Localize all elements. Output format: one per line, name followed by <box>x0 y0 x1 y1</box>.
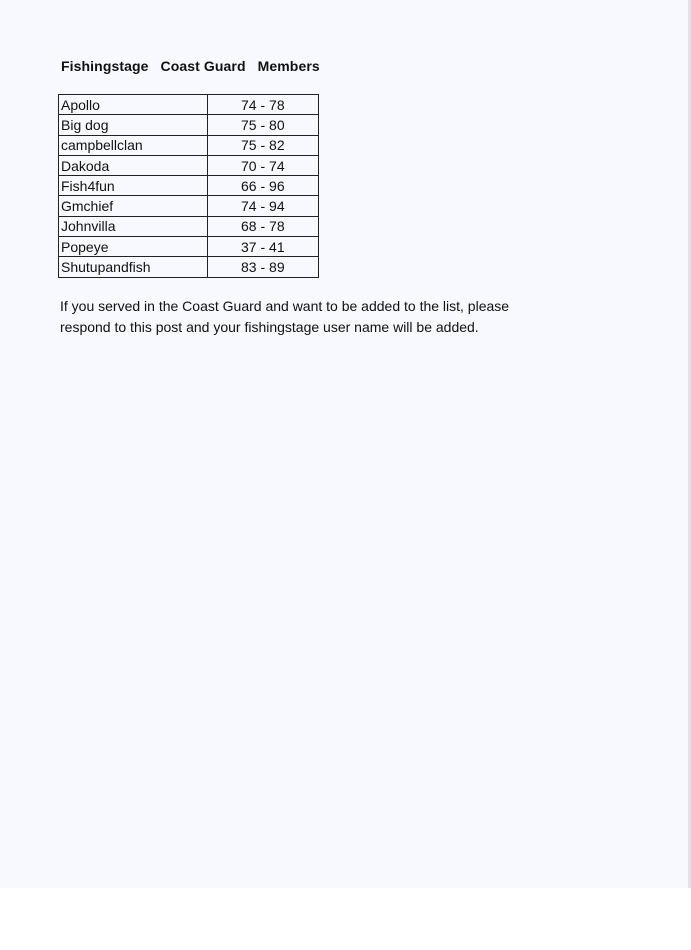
instruction-line-1: If you served in the Coast Guard and want to be added to the list, please <box>60 298 510 314</box>
document-title: Fishingstage Coast Guard Members <box>61 58 320 74</box>
member-name-cell: Johnvilla <box>59 216 208 236</box>
scan-margin-bottom <box>0 888 691 950</box>
member-name-cell: Shutupandfish <box>59 257 208 277</box>
table-row <box>59 237 319 257</box>
table-row <box>59 176 319 196</box>
table-row <box>59 95 319 115</box>
table-row <box>59 135 319 155</box>
service-years-cell: 74 - 78 <box>207 95 318 115</box>
service-years-cell: 75 - 80 <box>207 115 318 135</box>
instruction-line-2: respond to this post and your fishingstage user name will be added. <box>60 319 479 335</box>
service-years-cell: 75 - 82 <box>207 135 318 155</box>
members-table-body <box>59 95 319 278</box>
table-row <box>59 115 319 135</box>
table-row <box>59 196 319 216</box>
member-name-cell: Dakoda <box>59 155 208 175</box>
member-name-cell: Popeye <box>59 237 208 257</box>
members-table <box>58 94 319 278</box>
table-row <box>59 257 319 277</box>
member-name-cell: Gmchief <box>59 196 208 216</box>
service-years-cell: 37 - 41 <box>207 237 318 257</box>
instruction-paragraph <box>60 296 660 338</box>
member-name-cell: Apollo <box>59 95 208 115</box>
service-years-cell: 70 - 74 <box>207 155 318 175</box>
service-years-cell: 66 - 96 <box>207 176 318 196</box>
service-years-cell: 83 - 89 <box>207 257 318 277</box>
member-name-cell: Big dog <box>59 115 208 135</box>
service-years-cell: 68 - 78 <box>207 216 318 236</box>
member-name-cell: campbellclan <box>59 135 208 155</box>
table-row <box>59 216 319 236</box>
table-row <box>59 155 319 175</box>
service-years-cell: 74 - 94 <box>207 196 318 216</box>
member-name-cell: Fish4fun <box>59 176 208 196</box>
